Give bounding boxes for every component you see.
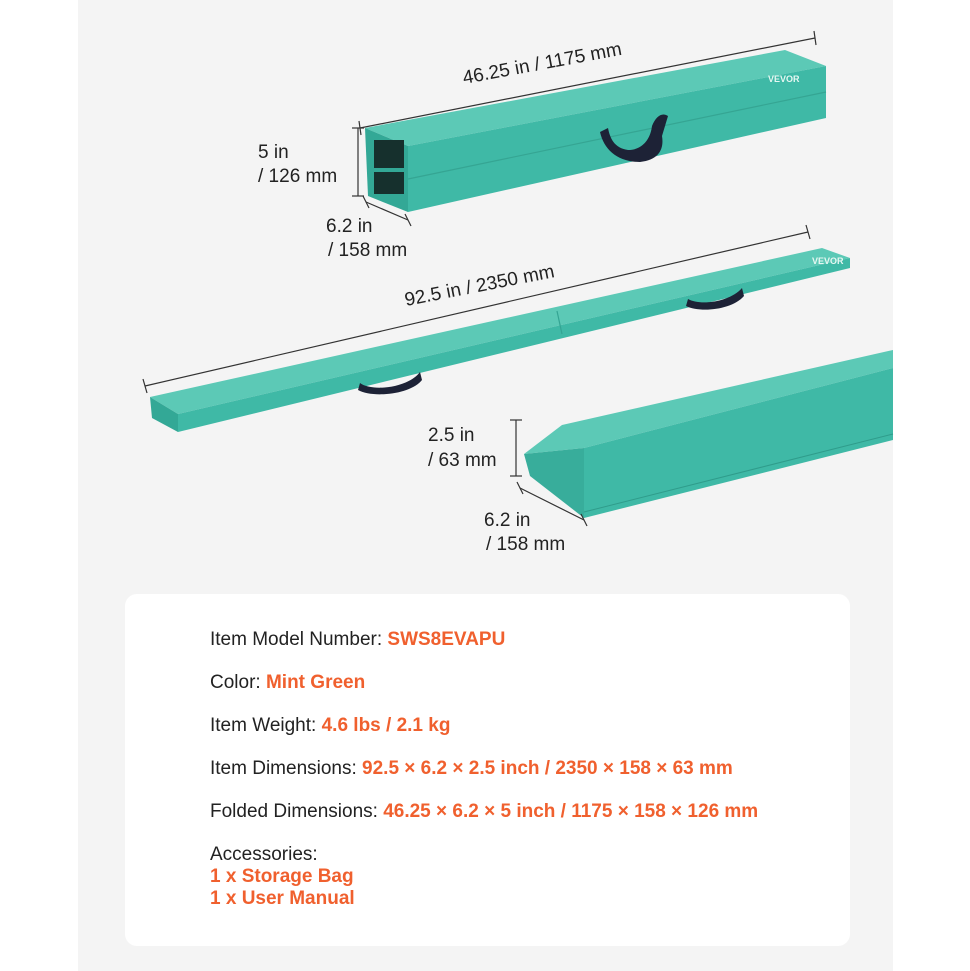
folded-height-dimension-line (352, 128, 364, 196)
brand-mark-folded: VEVOR (768, 74, 800, 84)
spec-weight-value: 4.6 lbs / 2.1 kg (321, 715, 451, 736)
folded-height-label-1: 5 in (258, 142, 289, 163)
cross-section-height-dimension-line (510, 420, 522, 476)
spec-color-value: Mint Green (265, 672, 366, 693)
folded-width-label-2: / 158 mm (328, 240, 408, 261)
accessory-item: 1 x Storage Bag (210, 866, 354, 887)
spec-accessories (210, 844, 355, 910)
folded-height-label-2: / 126 mm (258, 166, 338, 187)
beam-cross-section (524, 350, 893, 518)
unfolded-length-label: 92.5 in / 2350 mm (402, 261, 557, 311)
spec-color (210, 672, 365, 694)
spec-color-label: Color: (210, 672, 266, 693)
cross-section-height-label-1: 2.5 in (428, 425, 475, 446)
cross-section-width-label-1: 6.2 in (484, 510, 531, 531)
folded-beam (365, 50, 826, 212)
folded-length-label: 46.25 in / 1175 mm (461, 38, 624, 89)
spec-accessories-label: Accessories: (210, 844, 318, 865)
spec-item-dimensions (210, 758, 733, 780)
cross-section-width-label-2: / 158 mm (486, 534, 566, 555)
cross-section-height-label-2: / 63 mm (428, 450, 497, 471)
spec-model-label: Item Model Number: (210, 629, 388, 650)
spec-folded-value: 46.25 × 6.2 × 5 inch / 1175 × 158 × 126 mm (383, 801, 759, 822)
accessory-item: 1 x User Manual (210, 888, 355, 909)
spec-folded-dimensions (210, 801, 758, 823)
spec-dimensions-value: 92.5 × 6.2 × 2.5 inch / 2350 × 158 × 63 mm (362, 758, 733, 779)
spec-weight (210, 715, 450, 737)
spec-model-value: SWS8EVAPU (387, 629, 506, 650)
spec-model-number (210, 629, 505, 651)
spec-dimensions-label: Item Dimensions: (210, 758, 363, 779)
spec-folded-label: Folded Dimensions: (210, 801, 384, 822)
folded-width-label-1: 6.2 in (326, 216, 373, 237)
brand-mark-unfolded: VEVOR (812, 256, 844, 266)
spec-weight-label: Item Weight: (210, 715, 322, 736)
